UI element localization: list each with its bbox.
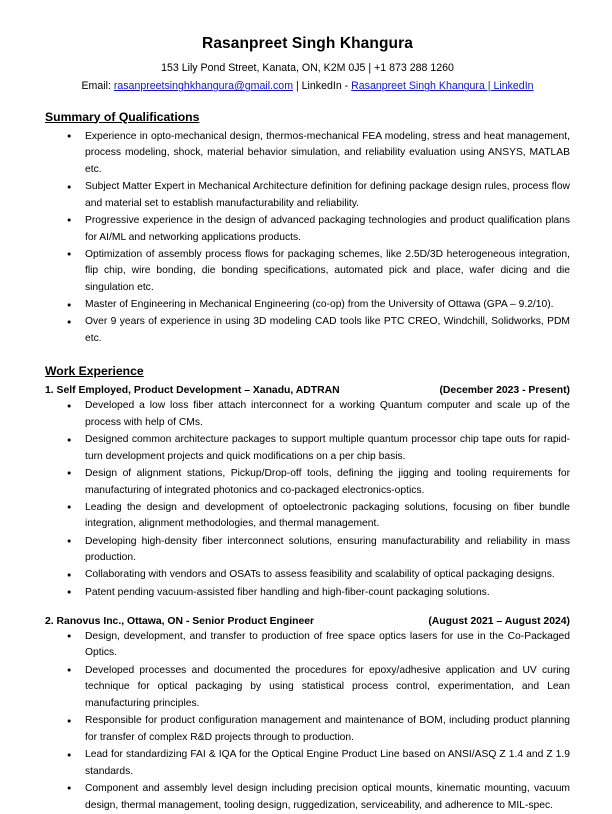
job-bullet-list <box>45 398 570 601</box>
job-spacer <box>45 602 570 614</box>
summary-bullet-list <box>45 129 570 348</box>
job-entry <box>45 616 570 814</box>
job-header <box>45 385 570 396</box>
resume-header <box>45 34 570 94</box>
list-item: ● Optimization of assembly process flows for packaging schemes, like 2.5D/3D heterogeneous integration, flip chip, wire bonding, die bonding specifications, automated pick and place, wafer dicing and die singulation etc. <box>45 247 570 297</box>
list-item: ● Design of alignment stations, Pickup/Drop-off tools, defining the jigging and tooling requirements for manufacturing of integrated photonics and co-packaged electronics-optics. <box>45 466 570 499</box>
list-item: ● Experience in opto-mechanical design, thermos-mechanical FEA modeling, stress and heat management, process modeling, shock, material behavior simulation, and reliability evaluation using ANSYS, MATLAB etc. <box>45 129 570 179</box>
list-item: ● Collaborating with vendors and OSATs to assess feasibility and scalability of optical packaging designs. <box>45 567 570 584</box>
contact-separator: | LinkedIn - <box>293 80 352 93</box>
list-item: ● Designed common architecture packages to support multiple quantum processor chip tape outs for rapid-turn development projects and quick modifications on a per chip basis. <box>45 432 570 465</box>
candidate-contact-line <box>45 79 570 93</box>
job-entry <box>45 385 570 601</box>
email-link[interactable]: rasanpreetsinghkhangura@gmail.com <box>113 80 294 93</box>
candidate-address: 153 Lily Pond Street, Kanata, ON, K2M 0J5 | +1 873 288 1260 <box>161 61 454 74</box>
list-item: ● Component and assembly level design including precision optical mounts, kinematic mounting, vacuum design, thermal management, tooling design, ruggedization, serviceability, and adherence to MIL-spec. <box>45 781 570 814</box>
email-label: Email: <box>81 80 114 93</box>
job-dates: (August 2021 – August 2024) <box>428 615 570 627</box>
list-item: ● Leading the design and development of optoelectronic packaging solutions, focusing on fiber bundle integration, alignment methodologies, and thermal management. <box>45 500 570 533</box>
job-dates: (December 2023 - Present) <box>439 385 570 397</box>
list-item: ● Progressive experience in the design of advanced packaging technologies and product qualification plans for AI/ML and networking applications products. <box>45 213 570 246</box>
list-item: ● Over 9 years of experience in using 3D modeling CAD tools like PTC CREO, Windchill, Solidworks, PDM etc. <box>45 314 570 347</box>
job-title: 2. Ranovus Inc., Ottawa, ON - Senior Product Engineer <box>45 615 315 627</box>
job-bullet-list <box>45 629 570 814</box>
list-item: ● Patent pending vacuum-assisted fiber handling and high-fiber-count packaging solutions. <box>45 585 570 602</box>
list-item: ● Subject Matter Expert in Mechanical Architecture definition for defining package design rules, process flow and material set to establish manufacturability and reliability. <box>45 179 570 212</box>
list-item: ● Developed processes and documented the procedures for epoxy/adhesive application and UV curing technique for optical packaging by using statistical process control, experimentation, and Lean manufacturing principles. <box>45 663 570 713</box>
linkedin-link[interactable]: Rasanpreet Singh Khangura | LinkedIn <box>351 80 534 93</box>
list-item: ● Developing high-density fiber interconnect solutions, ensuring manufacturability and reliability in mass production. <box>45 534 570 567</box>
list-item: ● Lead for standardizing FAI & IQA for the Optical Engine Product Line based on ANSI/ASQ Z 1.4 and Z 1.9 standards. <box>45 747 570 780</box>
job-title: 1. Self Employed, Product Development – Xanadu, ADTRAN <box>45 385 340 397</box>
summary-heading: Summary of Qualifications <box>45 109 200 124</box>
summary-section <box>45 94 570 348</box>
job-header <box>45 616 570 627</box>
list-item: ● Design, development, and transfer to production of free space optics lasers for use in the Co-Packaged Optics. <box>45 629 570 662</box>
work-experience-section <box>45 348 570 814</box>
list-item: ● Developed a low loss fiber attach interconnect for a working Quantum computer and scale up of the process with help of CMs. <box>45 398 570 431</box>
list-item: ● Responsible for product configuration management and maintenance of BOM, including product planning for transfer of complex R&D projects through to production. <box>45 713 570 746</box>
candidate-name: Rasanpreet Singh Khangura <box>202 35 413 52</box>
list-item: ● Master of Engineering in Mechanical Engineering (co-op) from the University of Ottawa (GPA – 9.2/10). <box>45 297 570 314</box>
work-experience-heading: Work Experience <box>45 364 144 379</box>
